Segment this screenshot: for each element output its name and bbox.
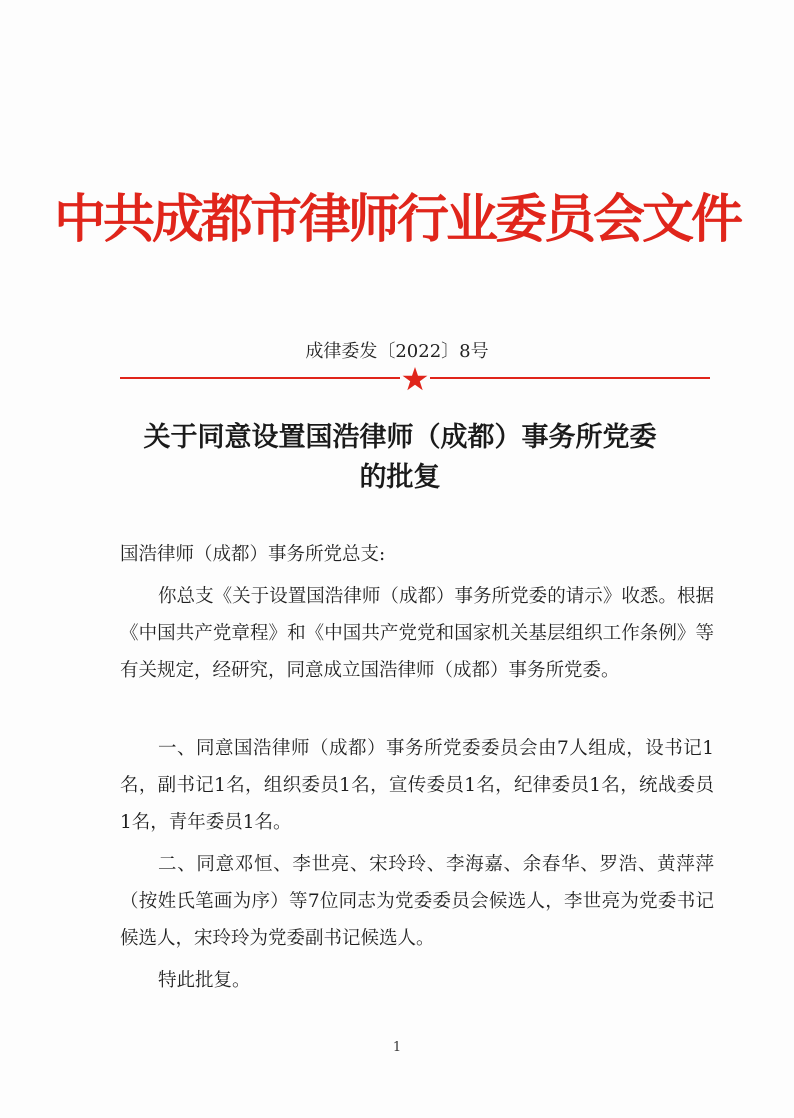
title-line-1: 关于同意设置国浩律师（成都）事务所党委: [143, 422, 657, 453]
document-title: [100, 418, 700, 498]
paragraph-candidates: 二、同意邓恒、李世亮、宋玲玲、李海嘉、余春华、罗浩、黄萍萍（按姓氏笔画为序）等7位同志为党委委员会候选人，李世亮为党委书记候选人，宋玲玲为党委副书记候选人。: [120, 854, 714, 949]
title-line-2: 的批复: [359, 462, 441, 493]
paragraph-acknowledgement: 你总支《关于设置国浩律师（成都）事务所党委的请示》收悉。根据《中国共产党章程》和《中国共产党党和国家机关基层组织工作条例》等有关规定，经研究，同意成立国浩律师（成都）事务所党委。: [120, 586, 714, 681]
red-star-icon: [402, 366, 428, 392]
red-divider-right: [430, 377, 710, 379]
red-divider-left: [120, 377, 400, 379]
masthead-issuer: 中共成都市律师行业委员会文件: [53, 190, 740, 250]
salutation: 国浩律师（成都）事务所党总支:: [120, 544, 386, 565]
paragraph-closing: 特此批复。: [158, 970, 251, 991]
page-number: 1: [392, 1040, 402, 1055]
paragraph-composition: 一、同意国浩律师（成都）事务所党委委员会由7人组成，设书记1名，副书记1名，组织委员1名，宣传委员1名，纪律委员1名，统战委员1名，青年委员1名。: [120, 738, 714, 833]
document-number: 成律委发〔2022〕8号: [305, 341, 489, 362]
